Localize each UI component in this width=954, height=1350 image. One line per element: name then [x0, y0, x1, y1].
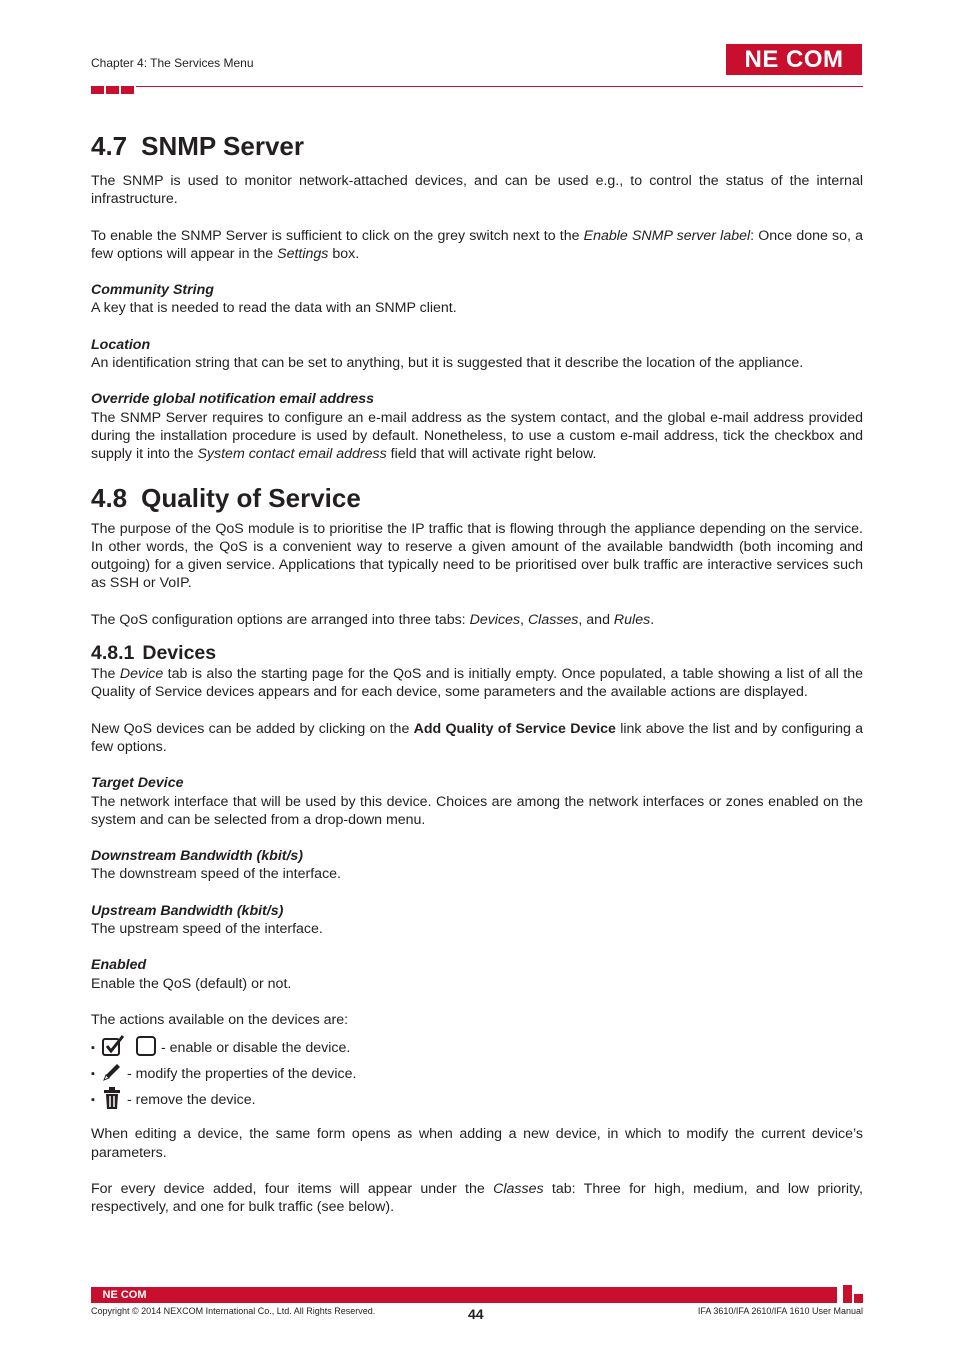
paragraph: The network interface that will be used by this device. Choices are among the network interfaces or zones enabled on the system and can be selected from a drop-down menu.	[91, 793, 863, 828]
paragraph: New QoS devices can be added by clicking on the Add Quality of Service Device link above the list and by configuring a few options.	[91, 720, 863, 755]
subsection-heading-4-8-1: 4.8.1 Devices	[91, 642, 217, 665]
paragraph: The SNMP is used to monitor network-attached devices, and can be used e.g., to control the status of the internal infrastructure.	[91, 173, 863, 208]
section-heading-4-8: 4.8 Quality of Service	[91, 482, 361, 513]
paragraph: An identification string that can be set to anything, but it is suggested that it describe the location of the appliance.	[91, 355, 804, 372]
manual-title: IFA 3610/IFA 2610/IFA 1610 User Manual	[697, 1306, 863, 1316]
paragraph: The actions available on the devices are:	[91, 1011, 349, 1028]
paragraph: A key that is needed to read the data with an SNMP client.	[91, 300, 457, 317]
paragraph: To enable the SNMP Server is sufficient to click on the grey switch next to the Enable SNMP server label: Once done so, a few options will appear in the Settings box.	[91, 227, 864, 262]
paragraph: When editing a device, the same form opens as when adding a new device, in which to modify the current device’s parameters.	[91, 1126, 863, 1161]
paragraph: The purpose of the QoS module is to prioritise the IP traffic that is flowing through the appliance depending on the service. In other words, the QoS is a convenient way to reserve a given amount of the available bandwidth (both incoming and outgoing) for a given service. Applications that typically need to be prioritised over bulk traffic are interactive services such as SSH or VoIP.	[91, 520, 863, 592]
list-item-text: - modify the properties of the device.	[127, 1066, 357, 1083]
bullet: ▪	[91, 1042, 95, 1055]
paragraph: For every device added, four items will appear under the Classes tab: Three for high, medium, and low priority, respectively, and one for bulk traffic (see below).	[91, 1180, 863, 1216]
term-heading: Upstream Bandwidth (kbit/s)	[91, 902, 284, 919]
copyright: Copyright © 2014 NEXCOM International Co., Ltd. All Rights Reserved.	[91, 1306, 376, 1316]
term-heading: Target Device	[91, 775, 184, 792]
term-heading: Downstream Bandwidth (kbit/s)	[91, 848, 304, 865]
paragraph: The QoS configuration options are arranged into three tabs: Devices, Classes, and Rules.	[91, 611, 655, 628]
section-heading-4-7: 4.7 SNMP Server	[91, 131, 304, 161]
paragraph: The Device tab is also the starting page for the QoS and is initially empty. Once populated, a table showing a list of all the Quality of Service devices appears and for each device, some parameters and the available actions are displayed.	[91, 666, 863, 701]
page-number: 44	[468, 1306, 484, 1322]
term-heading: Community String	[91, 282, 214, 299]
term-heading: Override global notification email address	[91, 391, 375, 408]
term-heading: Location	[91, 336, 151, 353]
header-squares	[91, 86, 134, 94]
checked-checkbox-icon	[101, 1034, 125, 1063]
header-rule	[136, 86, 863, 87]
unchecked-checkbox-icon	[135, 1035, 157, 1062]
paragraph: The upstream speed of the interface.	[91, 921, 323, 938]
logo-text: NE COM	[102, 1289, 147, 1301]
list-item	[91, 1061, 863, 1087]
bullet: ▪	[91, 1068, 95, 1081]
bullet: ▪	[91, 1094, 95, 1107]
paragraph: Enable the QoS (default) or not.	[91, 975, 292, 992]
footer-squares	[843, 1285, 863, 1303]
list-item	[91, 1035, 863, 1061]
list-item-text: - enable or disable the device.	[161, 1040, 351, 1057]
nexcom-logo	[726, 44, 862, 75]
footer-logo	[91, 1288, 158, 1302]
trash-icon	[101, 1086, 123, 1115]
page-content	[91, 130, 863, 1216]
chapter-header: Chapter 4: The Services Menu	[91, 56, 254, 70]
term-heading: Enabled	[91, 957, 147, 974]
pencil-icon	[101, 1061, 123, 1088]
footer-rule	[91, 1287, 837, 1303]
list-item	[91, 1087, 863, 1113]
paragraph: The downstream speed of the interface.	[91, 866, 341, 883]
list-item-text: - remove the device.	[127, 1092, 256, 1109]
paragraph: The SNMP Server requires to configure an e-mail address as the system contact, and the global e-mail address provided during the installation procedure is used by default. Nonetheless, to use a custom e-mail address, tick the checkbox and supply it into the System contact email address field that will activate right below.	[91, 409, 863, 463]
logo-text: NE COM	[744, 45, 844, 73]
